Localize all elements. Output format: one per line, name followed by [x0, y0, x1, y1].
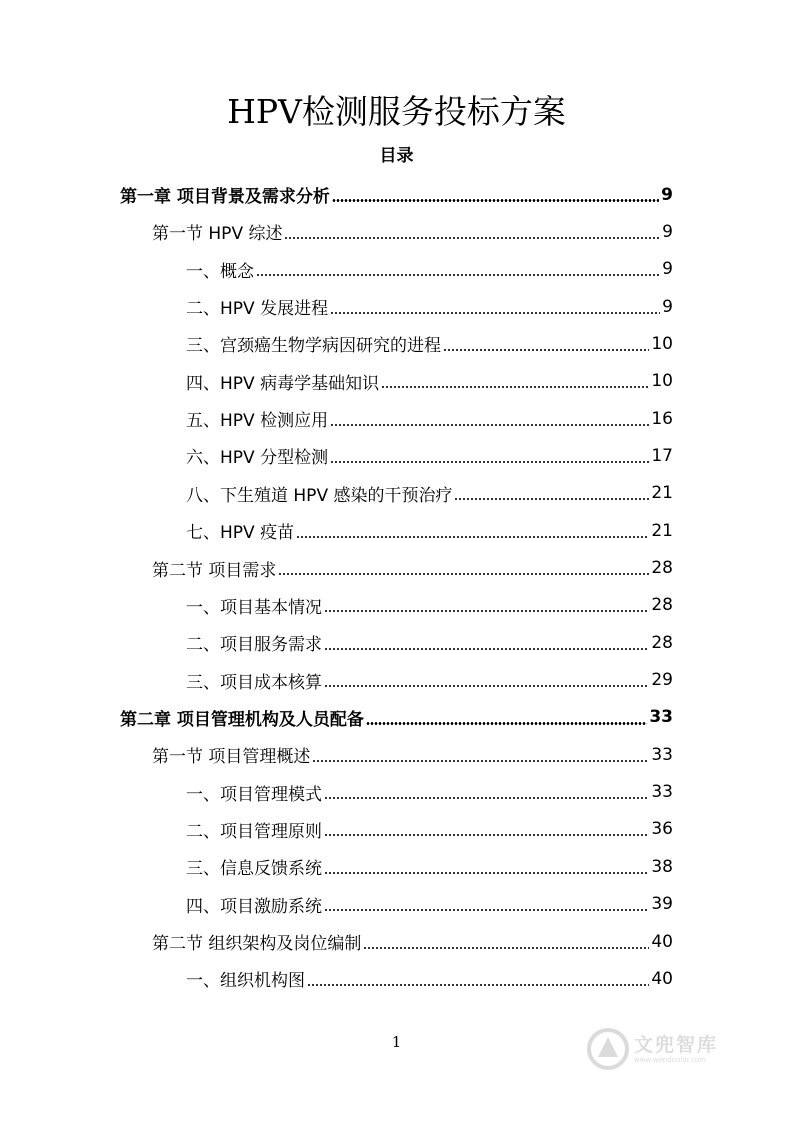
toc-entry-page: 9: [662, 221, 673, 242]
toc-entry-page: 38: [651, 856, 673, 877]
toc-leader-dots: [324, 685, 649, 687]
toc-entry-label: 二、HPV 发展进程: [186, 299, 329, 320]
toc-entry-page: 36: [651, 819, 673, 840]
toc-chapter-entry[interactable]: [120, 176, 673, 213]
toc-entry-page: 40: [651, 931, 673, 952]
toc-entry-page: 10: [651, 333, 673, 354]
toc-entry-label: 八、下生殖道 HPV 感染的干预治疗: [186, 485, 453, 506]
toc-entry-page: 21: [651, 483, 673, 504]
toc-leader-dots: [284, 237, 660, 239]
toc-subsection-entry[interactable]: [186, 774, 673, 811]
toc-leader-dots: [312, 760, 649, 762]
toc-entry-label: 第一章 项目背景及需求分析: [120, 187, 330, 207]
toc-entry-label: 第一节 项目管理概述: [152, 747, 311, 768]
watermark-name: 文兜智库: [634, 1033, 719, 1056]
toc-section-entry[interactable]: [152, 923, 673, 960]
toc-heading: 目录: [379, 146, 414, 166]
toc-leader-dots: [278, 573, 649, 575]
toc-subsection-entry[interactable]: [186, 848, 673, 885]
toc-leader-dots: [330, 312, 660, 314]
toc-entry-label: 第二节 项目需求: [152, 560, 277, 581]
toc-subsection-entry[interactable]: [186, 811, 673, 848]
toc-entry-page: 40: [651, 968, 673, 989]
toc-leader-dots: [330, 424, 649, 426]
toc-section-entry[interactable]: [152, 736, 673, 773]
toc-subsection-entry[interactable]: [186, 363, 673, 400]
toc-subsection-entry[interactable]: [186, 624, 673, 661]
toc-entry-page: 10: [651, 371, 673, 392]
toc-entry-page: 29: [651, 670, 673, 691]
toc-entry-page: 21: [651, 520, 673, 541]
toc-leader-dots: [381, 386, 649, 388]
watermark: [586, 1024, 766, 1074]
toc-subsection-entry[interactable]: [186, 325, 673, 362]
toc-subsection-entry[interactable]: [186, 400, 673, 437]
toc-entry-page: 28: [651, 558, 673, 578]
watermark-url: www.wendoulib.com: [634, 1055, 706, 1064]
toc-leader-dots: [324, 872, 649, 874]
toc-entry-label: 五、HPV 检测应用: [186, 411, 329, 432]
toc-entry-page: 33: [649, 707, 673, 728]
toc-entry-label: 第二章 项目管理机构及人员配备: [120, 709, 364, 730]
toc-leader-dots: [454, 498, 649, 500]
toc-leader-dots: [307, 984, 649, 986]
toc-entry-label: 六、HPV 分型检测: [186, 448, 329, 469]
toc-entry-label: 一、概念: [186, 261, 254, 282]
toc-entry-page: 17: [651, 445, 673, 466]
toc-leader-dots: [332, 199, 659, 202]
toc-entry-label: 一、组织机构图: [186, 971, 305, 992]
wendou-logo-icon: [586, 1027, 630, 1071]
toc-entry-page: 16: [651, 408, 673, 429]
toc-leader-dots: [256, 274, 660, 276]
toc-subsection-entry[interactable]: [186, 251, 673, 288]
toc-entry-page: 33: [651, 782, 673, 803]
page-number: 1: [391, 1033, 402, 1051]
toc-entry-page: 9: [662, 259, 673, 280]
toc-leader-dots: [366, 722, 647, 725]
toc-leader-dots: [324, 610, 649, 612]
toc-entry-page: 28: [651, 595, 673, 616]
toc-entry-label: 一、项目基本情况: [186, 597, 322, 618]
toc-entry-label: 三、项目成本核算: [186, 672, 322, 693]
toc-leader-dots: [330, 461, 649, 463]
toc-entry-label: 二、项目管理原则: [186, 821, 322, 842]
toc-entry-page: 28: [651, 632, 673, 653]
toc-chapter-entry[interactable]: [120, 699, 673, 736]
toc-entry-label: 一、项目管理模式: [186, 784, 322, 805]
toc-entry-label: 四、项目激励系统: [186, 896, 322, 917]
toc-subsection-entry[interactable]: [186, 662, 673, 699]
toc-leader-dots: [443, 349, 649, 351]
toc-section-entry[interactable]: [152, 550, 673, 587]
toc-subsection-entry[interactable]: [186, 437, 673, 474]
toc-leader-dots: [324, 797, 649, 799]
document-title: HPV检测服务投标方案: [227, 92, 566, 131]
toc-section-entry[interactable]: [152, 213, 673, 250]
toc-leader-dots: [324, 648, 649, 650]
toc-subsection-entry[interactable]: [186, 288, 673, 325]
toc-subsection-entry[interactable]: [186, 475, 673, 512]
toc-leader-dots: [324, 834, 649, 836]
toc-entry-label: 第二节 组织架构及岗位编制: [152, 934, 362, 954]
toc-entry-label: 七、HPV 疫苗: [186, 523, 295, 544]
toc-entry-label: 四、HPV 病毒学基础知识: [186, 373, 380, 394]
toc-leader-dots: [296, 536, 649, 538]
toc-subsection-entry[interactable]: [186, 960, 673, 997]
toc-entry-page: 33: [651, 744, 673, 765]
toc-entry-label: 第一节 HPV 综述: [152, 224, 283, 245]
toc-entry-label: 三、信息反馈系统: [186, 859, 322, 880]
toc-leader-dots: [324, 909, 649, 911]
toc-subsection-entry[interactable]: [186, 886, 673, 923]
toc-subsection-entry[interactable]: [186, 512, 673, 549]
toc-entry-page: 39: [651, 894, 673, 915]
toc-entry-page: 9: [662, 296, 673, 317]
toc-subsection-entry[interactable]: [186, 587, 673, 624]
toc-leader-dots: [363, 947, 649, 949]
toc-entry-label: 三、宫颈癌生物学病因研究的进程: [186, 336, 441, 357]
toc-entry-label: 二、项目服务需求: [186, 635, 322, 656]
toc-entry-page: 9: [661, 184, 673, 205]
